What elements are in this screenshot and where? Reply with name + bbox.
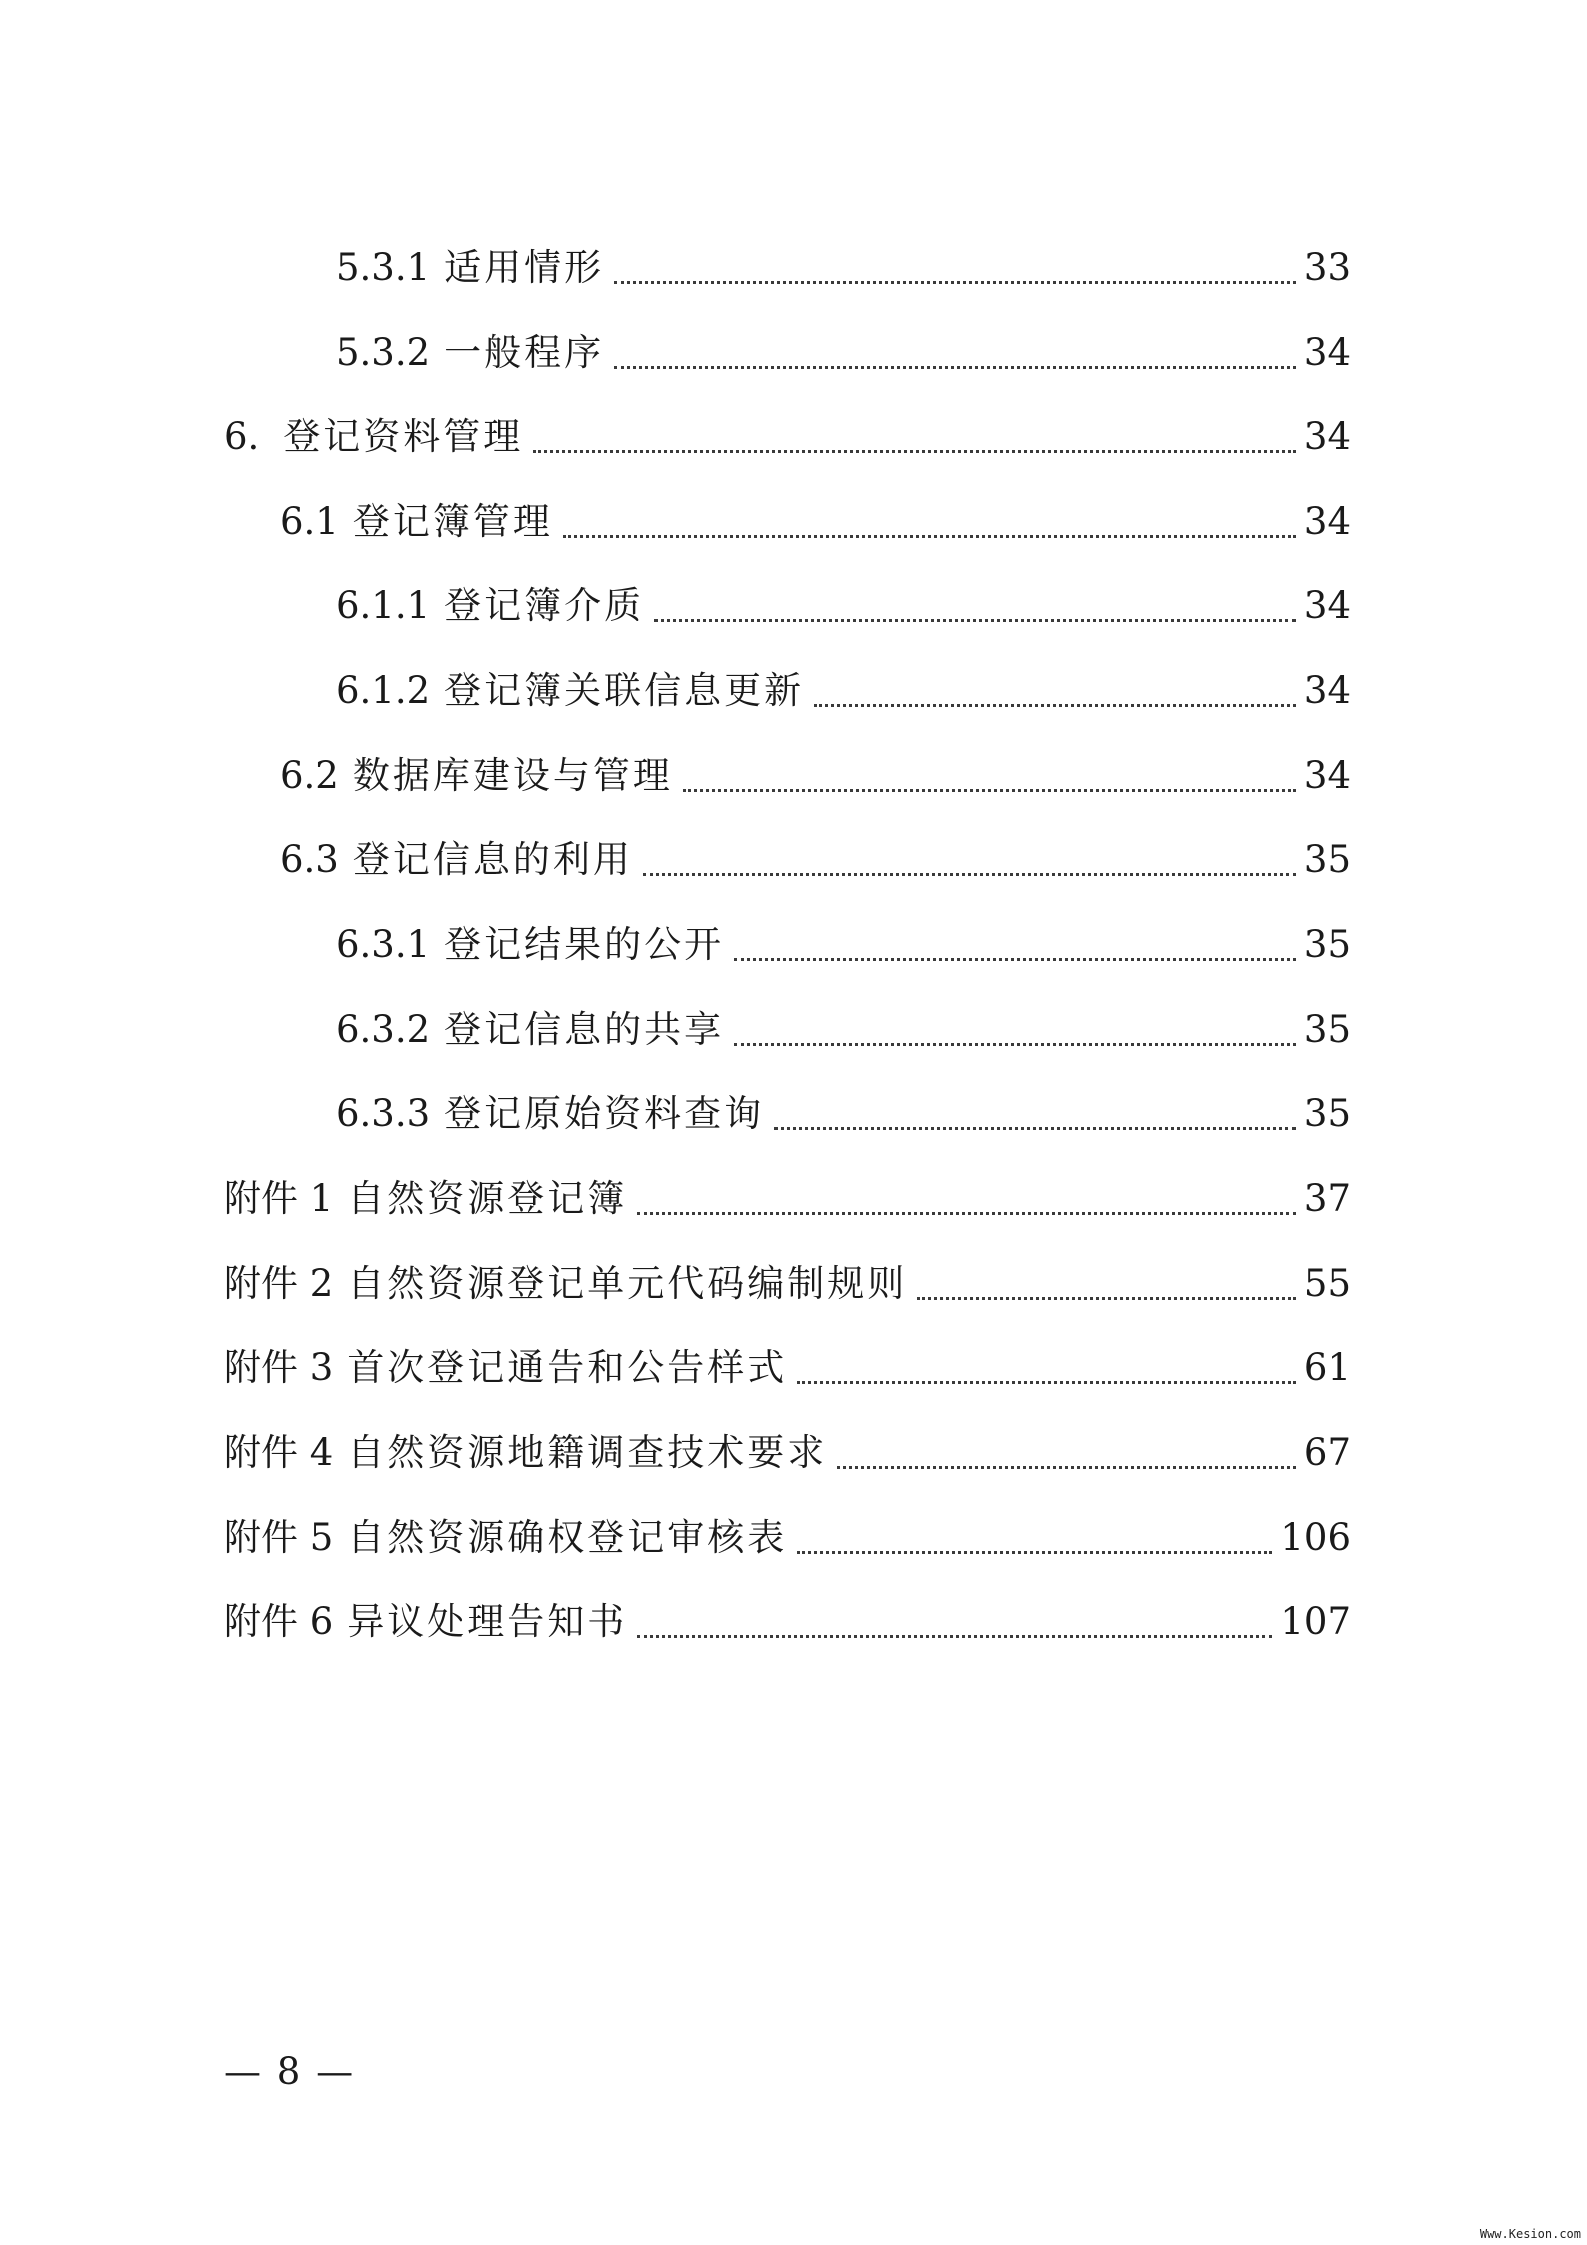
toc-page-number: 34 [1303, 331, 1351, 374]
toc-entry-6[interactable] [224, 407, 1351, 467]
toc-entry-label: 附件 1 自然资源登记簿 [224, 1177, 628, 1220]
dot-leader [654, 619, 1296, 622]
toc-entry-label: 6.2 数据库建设与管理 [280, 754, 673, 797]
toc-entry-appendix-5[interactable] [224, 1508, 1351, 1568]
watermark-text: Www.Kesion.com [1479, 2227, 1581, 2241]
dot-leader [643, 873, 1296, 876]
toc-entry-label: 附件 5 自然资源确权登记审核表 [224, 1516, 788, 1559]
toc-page-number: 35 [1303, 923, 1351, 966]
toc-entry-label: 附件 3 首次登记通告和公告样式 [224, 1346, 788, 1389]
toc-entry-5-3-2[interactable] [336, 323, 1351, 383]
toc-entry-6-3[interactable] [280, 830, 1351, 890]
toc-entry-label: 6. 登记资料管理 [224, 415, 524, 458]
toc-entry-6-1[interactable] [280, 492, 1351, 552]
toc-entry-label: 6.1.1 登记簿介质 [336, 584, 645, 627]
toc-page-number: 35 [1303, 838, 1351, 881]
toc-entry-6-1-1[interactable] [336, 576, 1351, 636]
toc-page-number: 34 [1303, 669, 1351, 712]
dot-leader [533, 450, 1296, 453]
toc-entry-appendix-1[interactable] [224, 1169, 1351, 1229]
toc-entry-label: 6.1.2 登记簿关联信息更新 [336, 669, 805, 712]
dot-leader [917, 1297, 1296, 1300]
toc-entry-appendix-4[interactable] [224, 1423, 1351, 1483]
toc-entry-6-1-2[interactable] [336, 661, 1351, 721]
toc-entry-label: 5.3.2 一般程序 [336, 331, 605, 374]
toc-entry-label: 6.3.2 登记信息的共享 [336, 1008, 725, 1051]
dot-leader [774, 1127, 1296, 1130]
dot-leader [814, 704, 1296, 707]
dot-leader [614, 366, 1296, 369]
toc-page-number: 37 [1303, 1177, 1351, 1220]
dot-leader [797, 1551, 1272, 1554]
toc-entry-appendix-6[interactable] [224, 1592, 1351, 1652]
toc-entry-label: 6.1 登记簿管理 [280, 500, 553, 543]
toc-page-number: 67 [1303, 1431, 1351, 1474]
dot-leader [637, 1635, 1272, 1638]
dot-leader [683, 789, 1296, 792]
toc-entry-appendix-2[interactable] [224, 1254, 1351, 1314]
toc-entry-6-3-3[interactable] [336, 1084, 1351, 1144]
toc-entry-appendix-3[interactable] [224, 1338, 1351, 1398]
toc-page-number: 33 [1303, 246, 1351, 289]
dot-leader [637, 1212, 1296, 1215]
toc-entry-label: 附件 6 异议处理告知书 [224, 1600, 628, 1643]
toc-entry-label: 5.3.1 适用情形 [336, 246, 605, 289]
dot-leader [797, 1381, 1296, 1384]
toc-entry-label: 附件 4 自然资源地籍调查技术要求 [224, 1431, 828, 1474]
toc-page-number: 55 [1303, 1262, 1351, 1305]
toc-entry-label: 6.3 登记信息的利用 [280, 838, 633, 881]
toc-entry-6-3-2[interactable] [336, 1000, 1351, 1060]
toc-entry-5-3-1[interactable] [336, 238, 1351, 298]
toc-entry-label: 6.3.3 登记原始资料查询 [336, 1092, 765, 1135]
toc-page-number: 61 [1303, 1346, 1351, 1389]
dot-leader [734, 958, 1296, 961]
toc-page-number: 106 [1280, 1516, 1351, 1559]
toc-page-number: 34 [1303, 754, 1351, 797]
toc-page-number: 34 [1303, 415, 1351, 458]
toc-page-number: 34 [1303, 500, 1351, 543]
toc-page-number: 35 [1303, 1092, 1351, 1135]
toc-page-number: 35 [1303, 1008, 1351, 1051]
toc-entry-6-3-1[interactable] [336, 915, 1351, 975]
dot-leader [614, 281, 1296, 284]
toc-page-number: 34 [1303, 584, 1351, 627]
toc-page-number: 107 [1280, 1600, 1351, 1643]
page-number-footer: — 8 — [224, 2050, 356, 2093]
toc-entry-6-2[interactable] [280, 746, 1351, 806]
dot-leader [563, 535, 1296, 538]
toc-entry-label: 6.3.1 登记结果的公开 [336, 923, 725, 966]
dot-leader [837, 1466, 1296, 1469]
toc-entry-label: 附件 2 自然资源登记单元代码编制规则 [224, 1262, 908, 1305]
dot-leader [734, 1043, 1296, 1046]
